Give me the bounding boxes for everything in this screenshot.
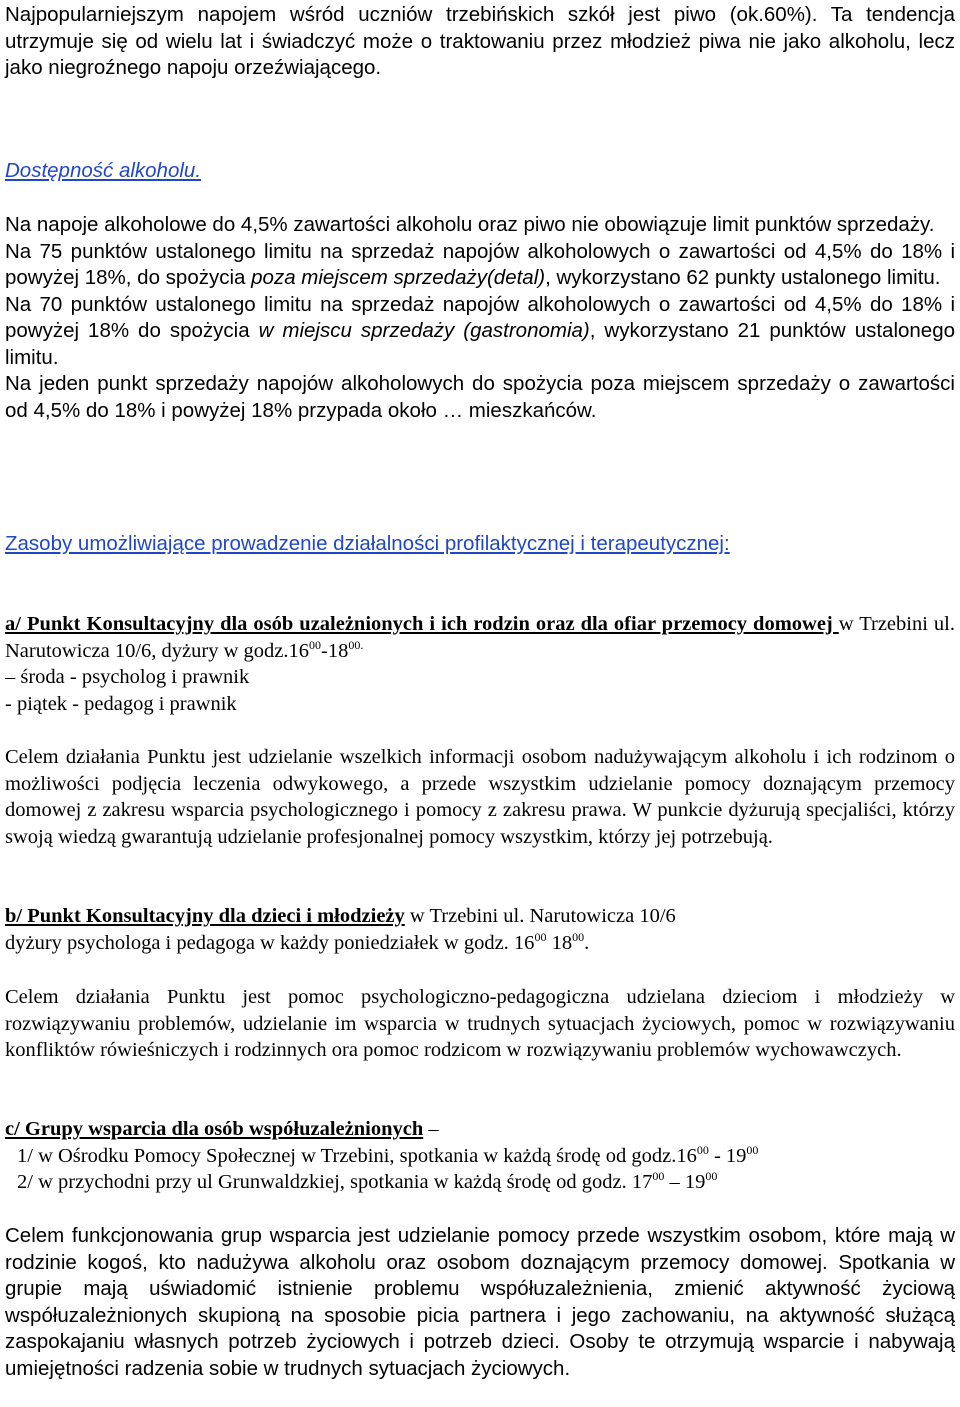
p3-text: Na 70 punktów ustalonego limitu na sprzedaż napojów alkoholowych o zawartości od 4,5% do 18% i powyżej 18% do spożycia [5,292,955,342]
section-c-description: Celem funkcjonowania grup wsparcia jest udzielanie pomocy przede wszystkim osobom, które mają w rodzinie kogoś, kto nadużywa alkoholu oraz osobom doznającym przemocy domowej. Spotkania w grupie mają uświadomić istnienie problemu współuzależnienia, zmienić aktywność życiową współuzależnionych skupioną na sposobie picia partnera i jego zachowaniu, na aktywność służącą zaspokajaniu własnych potrzeb życiowych i potrzeb dzieci. Osoby te otrzymują wsparcie i nabywają umiejętności radzenia sobie w trudnych sytuacjach życiowych. [5,1224,955,1380]
p3-text-end: , wykorzystano 21 punktów ustalonego limitu. [5,319,956,369]
section-b-hours-text: dyżury psychologa i pedagoga w każdy poniedziałek w godz. 16 [5,931,535,954]
section-a-address: w Trzebini ul. Narutowicza 10/6, dyżury w godz.16 [5,613,955,662]
section-b-title-line [5,903,955,930]
section-b-sup2: 00 [572,929,585,944]
section-a-sup2: 00. [348,637,364,652]
availability-paragraph-1: Na napoje alkoholowe do 4,5% zawartości alkoholu oraz piwo nie obowiązuje limit punktów sprzedaży. [5,213,935,236]
availability-paragraph-4: Na jeden punkt sprzedaży napojów alkoholowych do spożycia poza miejscem sprzedaży o zawartości od 4,5% do 18% i powyżej 18% przypada około … mieszkańców. [5,372,955,422]
section-b [5,903,955,956]
section-a-title-line [5,611,955,664]
section-c-item-2-sup2: 00 [705,1169,718,1183]
section-c-item-1-sup2: 00 [746,1142,759,1157]
resources-heading [5,531,955,558]
section-c-item-1-sup1: 00 [696,1142,709,1157]
section-b-end: . [584,931,590,954]
section-a-title: a/ Punkt Konsultacyjny dla osób uzależnionych i ich rodzin oraz dla ofiar przemocy domowej [5,613,839,635]
section-c [5,1116,955,1196]
section-b-mid: 18 [546,931,573,954]
section-a [5,611,955,717]
section-c-item-2-mid: – 19 [664,1171,706,1193]
availability-section [5,212,955,424]
section-a-sup1: 00 [309,637,321,652]
section-a-description: Celem działania Punktu jest udzielanie wszelkich informacji osobom nadużywającym alkoholu i ich rodzinom o możliwości podjęcia leczenia odwykowego, a przede wszystkim udzielanie pomocy doznającym przemocy domowej z zakresu wsparcia psychologicznego i pomocy z zakresu prawa. W punkcie dyżurują specjaliści, którzy swoją wiedzą gwarantują udzielanie profesjonalnej pomocy wszystkim, którzy jej potrzebują. [5,746,955,848]
availability-heading [5,158,955,185]
resources-heading-text: Zasoby umożliwiające prowadzenie działalności profilaktycznej i terapeutycznej: [5,532,730,555]
availability-heading-text: Dostępność alkoholu. [5,159,202,182]
section-b-address: w Trzebini ul. Narutowicza 10/6 [404,905,676,927]
section-c-item-1 [5,1143,955,1170]
intro-paragraph: Najpopularniejszym napojem wśród uczniów trzebińskich szkół jest piwo (ok.60%). Ta tendencja utrzymuje się od wielu lat i świadczyć może o traktowaniu przez młodzież piwa nie jako alkoholu, lecz jako niegroźnego napoju orzeźwiającego. [5,3,955,79]
section-c-title: c/ Grupy wsparcia dla osób współuzależnionych [5,1118,424,1140]
section-c-item-2-sup1: 00 [652,1169,665,1183]
p2-italic: poza miejscem sprzedaży(detal) [251,266,546,289]
section-c-item-2 [5,1169,955,1196]
section-c-item-1-mid: - 19 [708,1144,747,1167]
availability-paragraph-3 [5,292,955,372]
availability-paragraph-2 [5,239,955,292]
p3-italic: w miejscu sprzedaży (gastronomia) [258,319,590,342]
section-c-title-line [5,1116,955,1143]
section-b-sup1: 00 [534,929,547,944]
section-c-item-1-text: 1/ w Ośrodku Pomocy Społecznej w Trzebini, spotkania w każdą środę od godz.16 [17,1144,697,1167]
section-a-friday: - piątek - pedagog i prawnik [5,692,237,715]
p2-text-end: , wykorzystano 62 punkty ustalonego limitu. [545,266,941,289]
section-c-dash: – [423,1118,439,1140]
section-b-title: b/ Punkt Konsultacyjny dla dzieci i młodzieży [5,905,405,927]
section-a-dash: -18 [321,639,349,662]
section-b-hours [5,930,955,957]
p2-text: Na 75 punktów ustalonego limitu na sprzedaż napojów alkoholowych o zawartości od 4,5% do 18% i powyżej 18%, do spożycia [5,239,955,289]
section-b-description: Celem działania Punktu jest pomoc psychologiczno-pedagogiczna udzielana dzieciom i młodzieży w rozwiązywaniu problemów, udzielanie im wsparcia w trudnych sytuacjach życiowych, pomoc w rozwiązywaniu konfliktów rówieśniczych i rodzinnych ora pomoc rodzicom w rozwiązywaniu problemów wychowawczych. [5,986,955,1061]
section-a-wednesday: – środa - psycholog i prawnik [5,666,250,688]
section-c-item-2-text: 2/ w przychodni przy ul Grunwaldzkiej, spotkania w każdą środę od godz. 17 [17,1171,653,1193]
